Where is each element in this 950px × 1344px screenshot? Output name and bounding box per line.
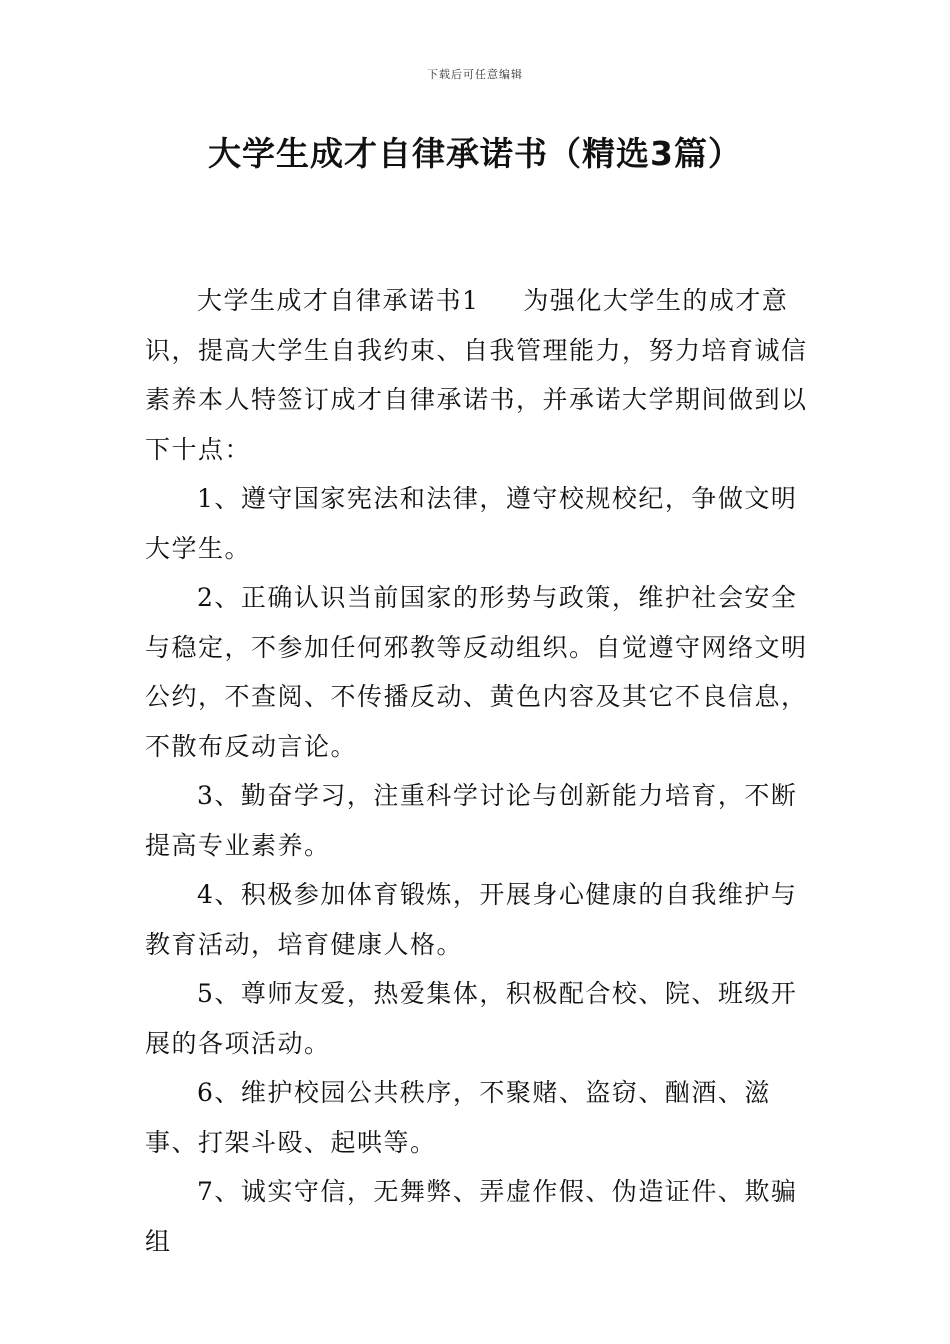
list-item-7: 7、诚实守信，无舞弊、弄虚作假、伪造证件、欺骗组 [145, 1177, 798, 1256]
list-item-6: 6、维护校园公共秩序，不聚赌、盗窃、酗酒、滋事、打架斗殴、起哄等。 [145, 1078, 771, 1157]
header-note: 下载后可任意编辑 [427, 68, 523, 81]
list-item-1: 1、遵守国家宪法和法律，遵守校规校纪，争做文明大学生。 [145, 484, 798, 563]
section-heading: 大学生成才自律承诺书1 [197, 286, 480, 315]
document-body [145, 276, 810, 1266]
intro-paragraph [145, 276, 810, 474]
list-item-2: 2、正确认识当前国家的形势与政策，维护社会安全与稳定，不参加任何邪教等反动组织。自觉遵守网络文明公约，不查阅、不传播反动、黄色内容及其它不良信息，不散布反动言论。 [145, 583, 808, 761]
intro-text: 为强化大学生的成才意识，提高大学生自我约束、自我管理能力，努力培育诚信素养本人特签订成才自律承诺书，并承诺大学期间做到以下十点： [145, 286, 808, 464]
list-item-4: 4、积极参加体育锻炼，开展身心健康的自我维护与教育活动，培育健康人格。 [145, 880, 798, 959]
list-item-5: 5、尊师友爱，热爱集体，积极配合校、院、班级开展的各项活动。 [145, 979, 798, 1058]
list-item-3: 3、勤奋学习，注重科学讨论与创新能力培育，不断提高专业素养。 [145, 781, 798, 860]
document-title: 大学生成才自律承诺书（精选3篇） [208, 134, 742, 173]
